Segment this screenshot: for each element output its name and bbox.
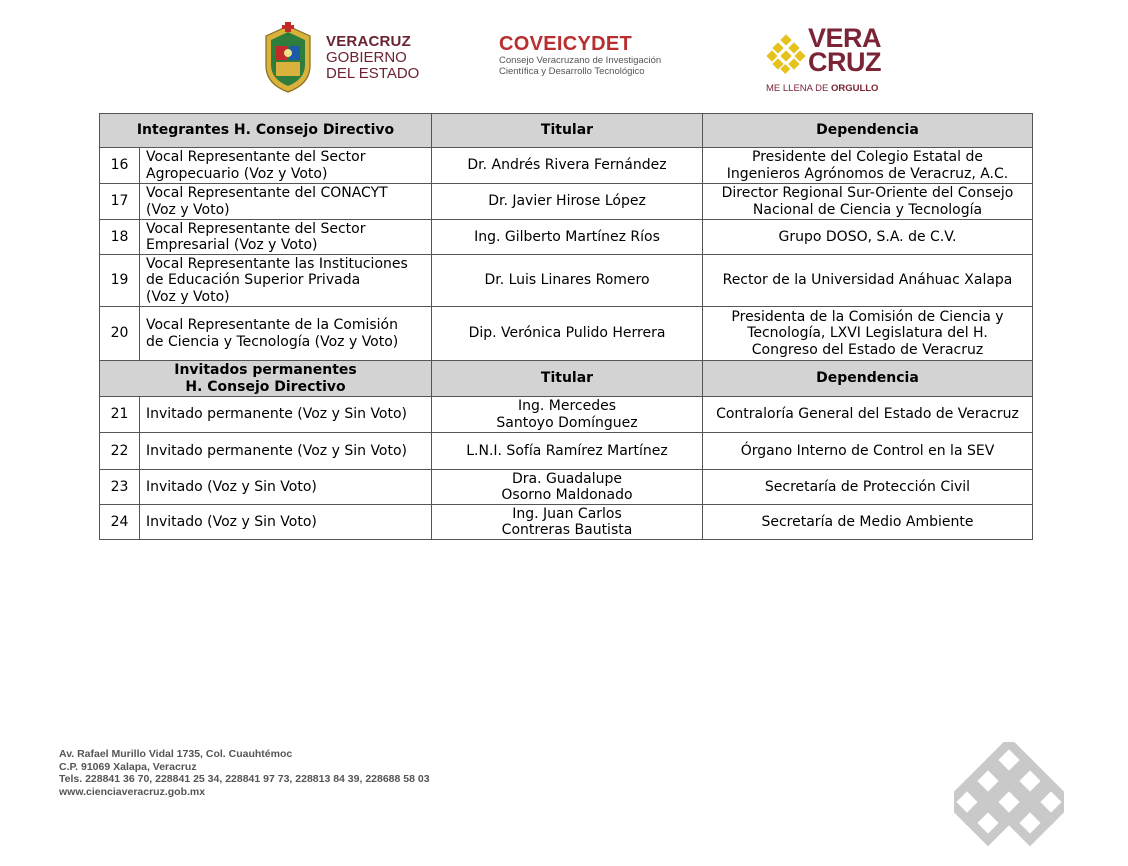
member-titular-line: Ing. Juan Carlos [512, 505, 622, 522]
member-dependencia-line: Rector de la Universidad Anáhuac Xalapa [722, 272, 1013, 289]
table-header-row [100, 361, 1033, 397]
member-titular [432, 307, 703, 361]
member-dependencia [703, 433, 1033, 470]
member-role-line: Vocal Representante del Sector [146, 220, 366, 237]
header-dependencia: Dependencia [703, 361, 1033, 397]
knot-pattern-icon [766, 34, 806, 74]
member-titular [432, 220, 703, 255]
header-integrantes-line: Invitados permanentes [174, 362, 357, 378]
member-titular [432, 184, 703, 220]
row-number: 18 [100, 220, 140, 255]
member-role-line: Agropecuario (Voz y Voto) [146, 165, 328, 182]
table-row [100, 307, 1033, 361]
header-integrantes: Integrantes H. Consejo Directivo [100, 114, 432, 148]
member-role-line: Vocal Representante del Sector [146, 149, 366, 165]
table-row [100, 470, 1033, 505]
member-dependencia [703, 397, 1033, 433]
member-dependencia-line: Tecnología, LXVI Legislatura del H. [747, 325, 988, 342]
member-titular [432, 397, 703, 433]
member-titular-line: Ing. Gilberto Martínez Ríos [474, 228, 660, 245]
member-role [140, 433, 432, 470]
member-role-line: de Ciencia y Tecnología (Voz y Voto) [146, 333, 399, 350]
member-dependencia-line: Nacional de Ciencia y Tecnología [752, 201, 983, 218]
member-dependencia-line: Secretaría de Protección Civil [764, 478, 971, 495]
member-role [140, 255, 432, 307]
table-row [100, 148, 1033, 184]
member-role-line: Vocal Representante las Instituciones [146, 255, 408, 272]
member-titular-line: Dr. Luis Linares Romero [484, 272, 650, 289]
member-dependencia-line: Contraloría General del Estado de Veracruz [716, 406, 1019, 423]
member-dependencia-line: Presidente del Colegio Estatal de [752, 149, 983, 165]
member-role [140, 184, 432, 220]
member-dependencia [703, 470, 1033, 505]
member-titular [432, 433, 703, 470]
member-titular-line: Dra. Guadalupe [511, 470, 623, 487]
gov-logo-line2: GOBIERNO [326, 49, 407, 66]
footer-website: www.cienciaveracruz.gob.mx [59, 785, 206, 798]
table-row [100, 433, 1033, 470]
header-dependencia: Dependencia [703, 114, 1033, 148]
gov-logo-line3: DEL ESTADO [326, 65, 420, 82]
member-role-line: Invitado permanente (Voz y Sin Voto) [146, 406, 408, 423]
footer-address [59, 748, 430, 798]
member-role-line: (Voz y Voto) [146, 288, 230, 305]
member-role [140, 148, 432, 184]
member-dependencia-line: Ingenieros Agrónomos de Veracruz, A.C. [726, 165, 1009, 182]
table-row [100, 220, 1033, 255]
table-row [100, 505, 1033, 540]
member-titular-line: Contreras Bautista [501, 522, 633, 538]
header-titular: Titular [432, 361, 703, 397]
member-titular [432, 255, 703, 307]
coat-of-arms-icon [258, 22, 318, 94]
member-role-line: (Voz y Voto) [146, 201, 230, 218]
member-titular-line: Ing. Mercedes [517, 398, 617, 414]
row-number: 24 [100, 505, 140, 540]
council-members-table [99, 113, 1033, 540]
coveicydet-logo [499, 33, 699, 83]
member-dependencia-line: Órgano Interno de Control en la SEV [740, 442, 995, 459]
member-role [140, 307, 432, 361]
coveicydet-subtitle-1: Consejo Veracruzano de Investigación [499, 55, 662, 66]
member-dependencia [703, 220, 1033, 255]
table-row [100, 184, 1033, 220]
member-titular-line: L.N.I. Sofía Ramírez Martínez [466, 442, 668, 459]
member-titular-line: Dr. Andrés Rivera Fernández [467, 157, 667, 174]
member-dependencia-line: Congreso del Estado de Veracruz [751, 341, 984, 358]
member-dependencia [703, 307, 1033, 361]
member-dependencia-line: Grupo DOSO, S.A. de C.V. [778, 228, 957, 245]
member-dependencia [703, 148, 1033, 184]
coveicydet-subtitle-2: Científica y Desarrollo Tecnológico [499, 66, 645, 77]
veracruz-government-logo [258, 22, 428, 96]
member-dependencia [703, 505, 1033, 540]
knot-watermark-icon [954, 742, 1064, 852]
member-role-line: Invitado permanente (Voz y Sin Voto) [146, 442, 408, 459]
member-dependencia-line: Presidenta de la Comisión de Ciencia y [731, 308, 1004, 325]
member-dependencia [703, 255, 1033, 307]
member-role-line: Vocal Representante de la Comisión [146, 317, 398, 333]
table-row [100, 397, 1033, 433]
header-integrantes [100, 361, 432, 397]
row-number: 23 [100, 470, 140, 505]
member-role-line: de Educación Superior Privada [146, 272, 361, 289]
header-integrantes-line: H. Consejo Directivo [185, 378, 346, 395]
member-role-line: Empresarial (Voz y Voto) [146, 237, 318, 253]
member-role [140, 397, 432, 433]
veracruz-brand-logo [766, 23, 886, 100]
member-titular-line: Osorno Maldonado [501, 487, 633, 503]
table-row [100, 255, 1033, 307]
member-role-line: Vocal Representante del CONACYT [146, 185, 388, 201]
member-titular [432, 505, 703, 540]
member-role [140, 220, 432, 255]
member-titular-line: Dr. Javier Hirose López [488, 193, 646, 210]
footer-phones: Tels. 228841 36 70, 228841 25 34, 228841 97 73, 228813 84 39, 228688 58 03 [59, 773, 430, 785]
member-role-line: Invitado (Voz y Sin Voto) [146, 513, 317, 530]
member-dependencia-line: Director Regional Sur-Oriente del Consejo [721, 185, 1014, 201]
footer-city: C.P. 91069 Xalapa, Veracruz [59, 760, 197, 773]
table-header-row [100, 114, 1033, 148]
footer-street: Av. Rafael Murillo Vidal 1735, Col. Cuauhtémoc [59, 748, 293, 760]
coveicydet-title: COVEICYDET [499, 33, 633, 55]
member-titular-line: Dip. Verónica Pulido Herrera [468, 325, 666, 342]
member-titular [432, 470, 703, 505]
vera-logo-tagline: ME LLENA DE ORGULLO [766, 83, 879, 94]
vera-logo-line2: CRUZ [808, 47, 881, 77]
member-role-line: Invitado (Voz y Sin Voto) [146, 478, 317, 495]
member-titular-line: Santoyo Domínguez [496, 414, 638, 431]
row-number: 22 [100, 433, 140, 470]
member-role [140, 505, 432, 540]
row-number: 17 [100, 184, 140, 220]
row-number: 19 [100, 255, 140, 307]
gov-logo-line1: VERACRUZ [326, 33, 411, 50]
member-dependencia [703, 184, 1033, 220]
row-number: 21 [100, 397, 140, 433]
vera-logo-line1: VERA [808, 23, 882, 53]
header-titular: Titular [432, 114, 703, 148]
member-titular [432, 148, 703, 184]
row-number: 16 [100, 148, 140, 184]
row-number: 20 [100, 307, 140, 361]
member-role [140, 470, 432, 505]
member-dependencia-line: Secretaría de Medio Ambiente [761, 513, 974, 530]
